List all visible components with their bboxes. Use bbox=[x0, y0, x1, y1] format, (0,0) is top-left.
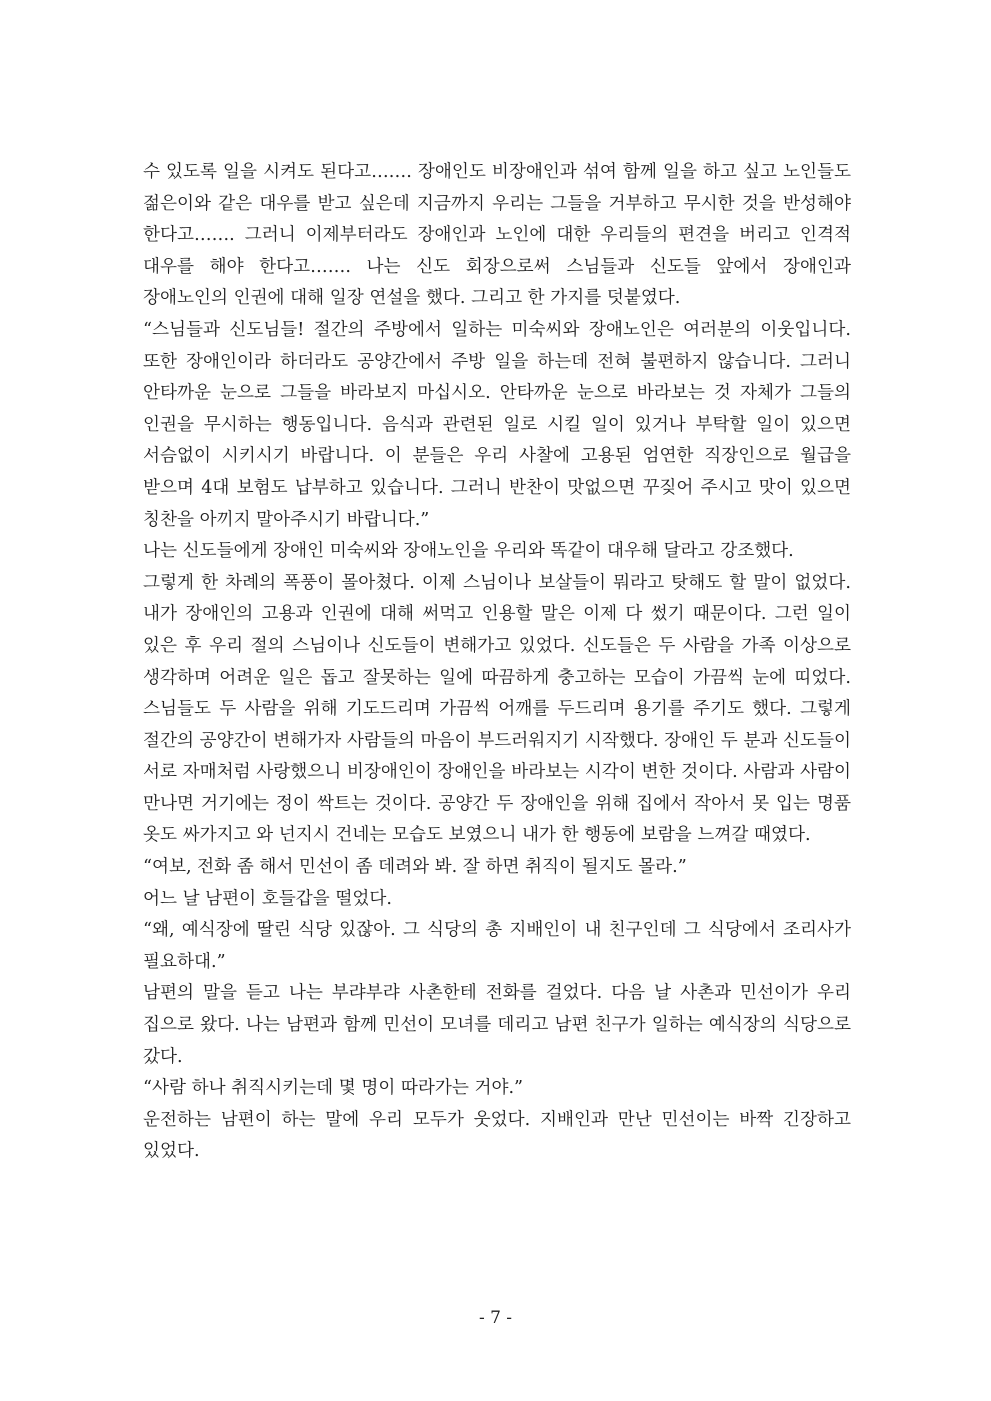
paragraph: “여보, 전화 좀 해서 민선이 좀 데려와 봐. 잘 하면 취직이 될지도 몰라.” bbox=[143, 857, 687, 878]
paragraph: 남편의 말을 듣고 나는 부랴부랴 사촌한테 전화를 걸었다. 다음 날 사촌과 민선이가 우리 집으로 왔다. 나는 남편과 함께 민선이 모녀를 데리고 남편 친구가 일하는 예식장의 식당으로 갔다. bbox=[143, 983, 851, 1067]
paragraph: “왜, 예식장에 딸린 식당 있잖아. 그 식당의 총 지배인이 내 친구인데 그 식당에서 조리사가 필요하대.” bbox=[143, 920, 851, 972]
paragraph: 어느 날 남편이 호들갑을 떨었다. bbox=[143, 888, 392, 909]
paragraph: 운전하는 남편이 하는 말에 우리 모두가 웃었다. 지배인과 만난 민선이는 바짝 긴장하고 있었다. bbox=[143, 1109, 851, 1162]
page-number: - 7 - bbox=[478, 1308, 513, 1328]
body-text bbox=[143, 157, 851, 1168]
paragraph: 수 있도록 일을 시켜도 된다고……. 장애인도 비장애인과 섞여 함께 일을 하고 싶고 노인들도 젊은이와 같은 대우를 받고 싶은데 지금까지 우리는 그들을 거부하고 무시한 것을 반성해야 한다고……. 그러니 이제부터라도 장애인과 노인에 대한 우리들의 편견을 버리고 인격적 대우를 해야 한다고……. 나는 신도 회장으로써 스님들과 신도들 앞에서 장애인과 장애노인의 인권에 대해 일장 연설을 했다. 그리고 한 가지를 덧붙였다. bbox=[143, 162, 851, 309]
paragraph: 나는 신도들에게 장애인 미숙씨와 장애노인을 우리와 똑같이 대우해 달라고 강조했다. bbox=[143, 541, 794, 562]
paragraph: “사람 하나 취직시키는데 몇 명이 따라가는 거야.” bbox=[143, 1078, 524, 1099]
paragraph: “스님들과 신도님들! 절간의 주방에서 일하는 미숙씨와 장애노인은 여러분의 이웃입니다. 또한 장애인이라 하더라도 공양간에서 주방 일을 하는데 전혀 불편하지 않습니다. 그러니 안타까운 눈으로 그들을 바라보지 마십시오. 안타까운 눈으로 바라보는 것 자체가 그들의 인권을 무시하는 행동입니다. 음식과 관련된 일로 시킬 일이 있거나 부탁할 일이 있으면 서슴없이 시키시기 바랍니다. 이 분들은 우리 사찰에 고용된 엄연한 직장인으로 월급을 받으며 4대 보험도 납부하고 있습니다. 그러니 반찬이 맛없으면 꾸짖어 주시고 맛이 있으면 칭찬을 아끼지 말아주시기 바랍니다.” bbox=[143, 319, 851, 530]
paragraph: 그렇게 한 차례의 폭풍이 몰아쳤다. 이제 스님이나 보살들이 뭐라고 탓해도 할 말이 없었다. 내가 장애인의 고용과 인권에 대해 써먹고 인용할 말은 이제 다 썼기 때문이다. 그런 일이 있은 후 우리 절의 스님이나 신도들이 변해가고 있었다. 신도들은 두 사람을 가족 이상으로 생각하며 어려운 일은 돕고 잘못하는 일에 따끔하게 충고하는 모습이 가끔씩 눈에 띠었다. 스님들도 두 사람을 위해 기도드리며 가끔씩 어깨를 두드리며 용기를 주기도 했다. 그렇게 절간의 공양간이 변해가자 사람들의 마음이 부드러워지기 시작했다. 장애인 두 분과 신도들이 서로 자매처럼 사랑했으니 비장애인이 장애인을 바라보는 시각이 변한 것이다. 사람과 사람이 만나면 거기에는 정이 싹트는 것이다. 공양간 두 장애인을 위해 집에서 작아서 못 입는 명품 옷도 싸가지고 와 넌지시 건네는 모습도 보였으니 내가 한 행동에 보람을 느껴갈 때였다. bbox=[143, 572, 851, 846]
